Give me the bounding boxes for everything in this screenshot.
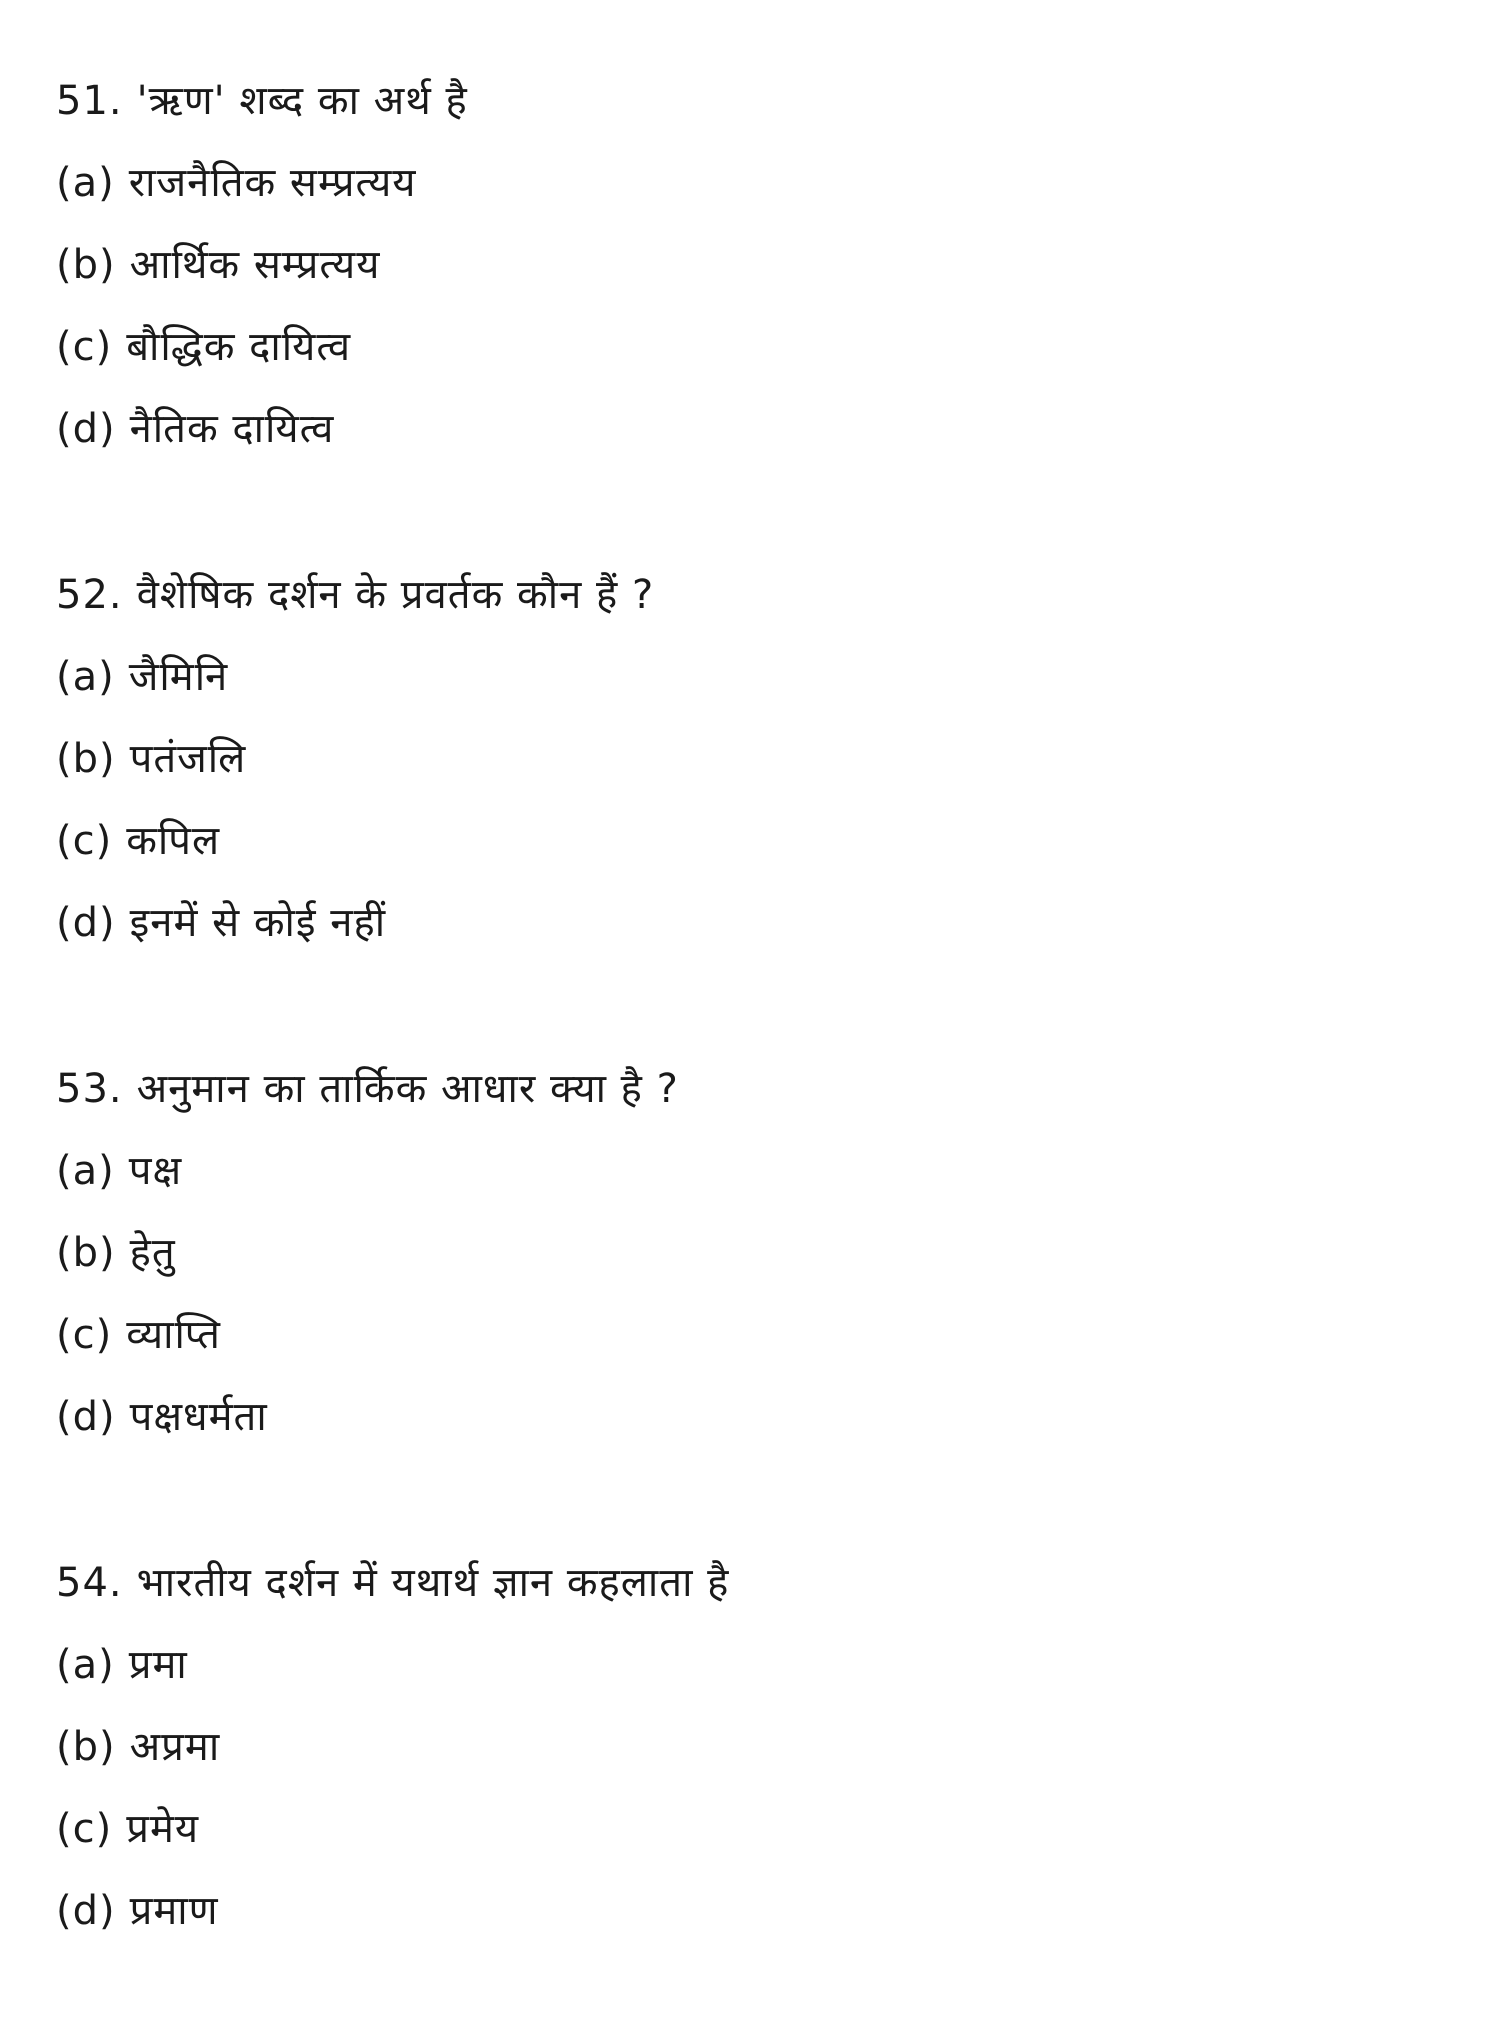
option-text: कपिल [126, 818, 221, 864]
question-text: 'ऋण' शब्द का अर्थ है [136, 78, 468, 124]
question-text: भारतीय दर्शन में यथार्थ ज्ञान कहलाता है [136, 1560, 730, 1606]
option-a [56, 1130, 1436, 1212]
option-label: (a) [56, 1642, 115, 1688]
option-label: (a) [56, 1148, 115, 1194]
option-c [56, 1294, 1436, 1376]
option-label: (c) [56, 818, 113, 864]
option-text: व्याप्ति [126, 1312, 221, 1358]
option-c [56, 306, 1436, 388]
option-label: (d) [56, 406, 116, 452]
option-d [56, 388, 1436, 470]
option-text: नैतिक दायित्व [129, 406, 335, 452]
option-text: जैमिनि [128, 654, 229, 700]
question-stem [56, 1048, 1436, 1130]
option-a [56, 636, 1436, 718]
option-label: (c) [56, 324, 113, 370]
option-a [56, 142, 1436, 224]
option-b [56, 1212, 1436, 1294]
option-text: अप्रमा [129, 1724, 221, 1770]
option-b [56, 224, 1436, 306]
option-d [56, 1376, 1436, 1458]
option-label: (a) [56, 160, 115, 206]
option-c [56, 1788, 1436, 1870]
option-text: इनमें से कोई नहीं [129, 900, 387, 946]
option-label: (d) [56, 1888, 116, 1934]
option-label: (b) [56, 242, 116, 288]
question-number: 51. [56, 78, 123, 124]
option-text: प्रमाण [129, 1888, 219, 1934]
question-51 [56, 60, 1436, 470]
option-b [56, 1706, 1436, 1788]
question-54 [56, 1542, 1436, 1952]
option-b [56, 718, 1436, 800]
question-text: वैशेषिक दर्शन के प्रवर्तक कौन हैं ? [136, 572, 655, 618]
question-53 [56, 1048, 1436, 1458]
question-stem [56, 1542, 1436, 1624]
option-label: (b) [56, 1724, 116, 1770]
option-text: प्रमा [128, 1642, 188, 1688]
option-label: (d) [56, 1394, 116, 1440]
option-text: पक्षधर्मता [129, 1394, 268, 1440]
option-text: बौद्धिक दायित्व [126, 324, 352, 370]
option-label: (b) [56, 1230, 116, 1276]
option-label: (c) [56, 1806, 113, 1852]
option-text: आर्थिक सम्प्रत्यय [129, 242, 381, 288]
option-label: (a) [56, 654, 115, 700]
option-text: प्रमेय [126, 1806, 200, 1852]
option-label: (d) [56, 900, 116, 946]
option-text: राजनैतिक सम्प्रत्यय [128, 160, 417, 206]
question-text: अनुमान का तार्किक आधार क्या है ? [136, 1066, 679, 1112]
option-d [56, 882, 1436, 964]
question-number: 52. [56, 572, 123, 618]
option-c [56, 800, 1436, 882]
question-52 [56, 554, 1436, 964]
option-text: पक्ष [128, 1148, 183, 1194]
question-number: 54. [56, 1560, 123, 1606]
option-label: (c) [56, 1312, 113, 1358]
question-number: 53. [56, 1066, 123, 1112]
option-a [56, 1624, 1436, 1706]
option-text: हेतु [129, 1230, 176, 1276]
option-label: (b) [56, 736, 116, 782]
question-stem [56, 554, 1436, 636]
question-stem [56, 60, 1436, 142]
option-text: पतंजलि [129, 736, 247, 782]
option-d [56, 1870, 1436, 1952]
